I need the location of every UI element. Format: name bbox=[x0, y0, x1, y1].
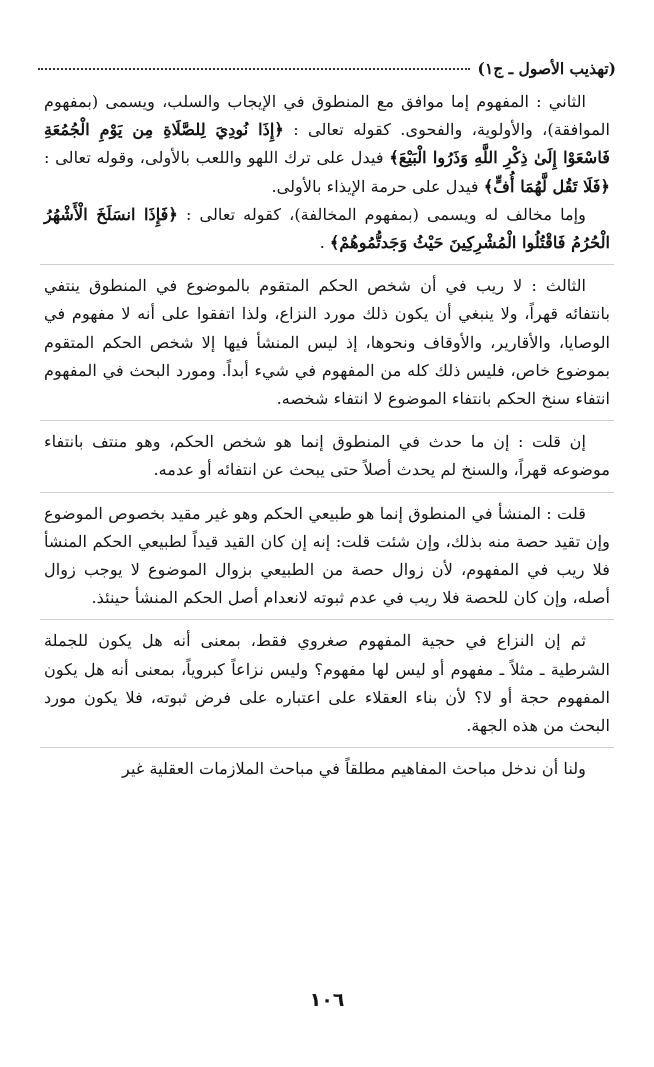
text-segment: فيدل على حرمة الإيذاء بالأولى. bbox=[271, 176, 479, 196]
paragraph-second-agreement bbox=[44, 88, 610, 201]
paragraph-objection: إن قلت : إن ما حدث في المنطوق إنما هو شخص الحكم، وهو منتف بانتفاء موضوعه قهراً، والسنخ لم يحدث أصلاً حتى يبحث عن انتفائه أو عدمه. bbox=[44, 432, 610, 480]
text-segment: الثاني : المفهوم إما موافق مع المنطوق في الإيجاب والسلب، ويسمى (بمفهوم الموافقة)، والأولوية، والفحوى. كقوله تعالى : bbox=[44, 92, 610, 140]
text-segment: فيدل على ترك اللهو واللعب بالأولى، وقوله تعالى : bbox=[44, 148, 384, 168]
paragraph-reply: قلت : المنشأ في المنطوق إنما هو طبيعي الحكم وهو غير مقيد بخصوص الموضوع وإن تقيد حصة منه بذلك، وإن شئت قلت: إنه إن كان القيد قيداً لطبيعي الحكم المنشأ فلا ريب في المفهوم، لأن زوال حصة من الطبيعي بزوال الموضوع لا يوجب زوال أصله، وإن كان للحصة فلا ريب في عدم ثبوته لانعدام أصل الحكم المنشأ حينئذ. bbox=[44, 503, 610, 608]
section-divider bbox=[40, 264, 614, 265]
paragraph-continuation: ولنا أن ندخل مباحث المفاهيم مطلقاً في مباحث الملازمات العقلية غير bbox=[122, 759, 586, 779]
quran-quote: ﴿إِذَا نُودِيَ لِلصَّلَاةِ مِن يَوْمِ الْجُمُعَةِ فَاسْعَوْا إِلَىٰ ذِكْرِ اللَّهِ وَذَرُوا الْبَيْعَ﴾ bbox=[44, 120, 610, 168]
running-header bbox=[38, 56, 616, 80]
section-divider bbox=[40, 492, 614, 493]
header-dotted-rule bbox=[38, 68, 470, 70]
section-divider bbox=[40, 747, 614, 748]
paragraph-third: الثالث : لا ريب في أن شخص الحكم المتقوم بالموضوع في المنطوق ينتفي بانتفائه قهراً، ولا ينبغي أن يكون ذلك مورد النزاع، ولذا اتفقوا على أنه لا مفهوم في الوصايا، والأقارير، والأوقاف ونحوها، إذ ليس المنشأ فيها إلا شخص الحكم المتقوم بموضوع خاص، فليس ذلك كله من المفهوم في شيء أبداً. ومورد البحث في المفهوم انتفاء سنخ الحكم بانتفاء الموضوع لا انتفاء شخصه. bbox=[44, 276, 610, 409]
section-divider bbox=[40, 420, 614, 421]
text-segment: . bbox=[319, 233, 325, 253]
header-title: (تهذيب الأصول ـ ج١) bbox=[477, 58, 616, 78]
page-number: ١٠٦ bbox=[309, 989, 345, 1011]
paragraph-second-opposition bbox=[44, 201, 610, 257]
quran-quote: ﴿فَإِذَا انسَلَخَ الْأَشْهُرُ الْحُرُمُ فَاقْتُلُوا الْمُشْرِكِينَ حَيْثُ وَجَدتُّمُوهُمْ﴾ bbox=[44, 204, 610, 253]
quran-quote: ﴿فَلَا تَقُل لَّهُمَا أُفٍّ﴾ bbox=[483, 176, 610, 196]
section-divider bbox=[40, 619, 614, 620]
text-segment: وإما مخالف له ويسمى (بمفهوم المخالفة)، كقوله تعالى : bbox=[185, 204, 586, 224]
paragraph-dispute: ثم إن النزاع في حجية المفهوم صغروي فقط، بمعنى أنه هل يكون للجملة الشرطية ـ مثلاً ـ مفهوم أو ليس لها مفهوم؟ وليس نزاعاً كبروياً، بمعنى أنه هل يكون المفهوم حجة أو لا؟ لأن بناء العقلاء على اعتباره على فرض ثبوته، فلا يكون مورد البحث من هذه الجهة. bbox=[44, 631, 610, 736]
page-body bbox=[44, 88, 610, 783]
